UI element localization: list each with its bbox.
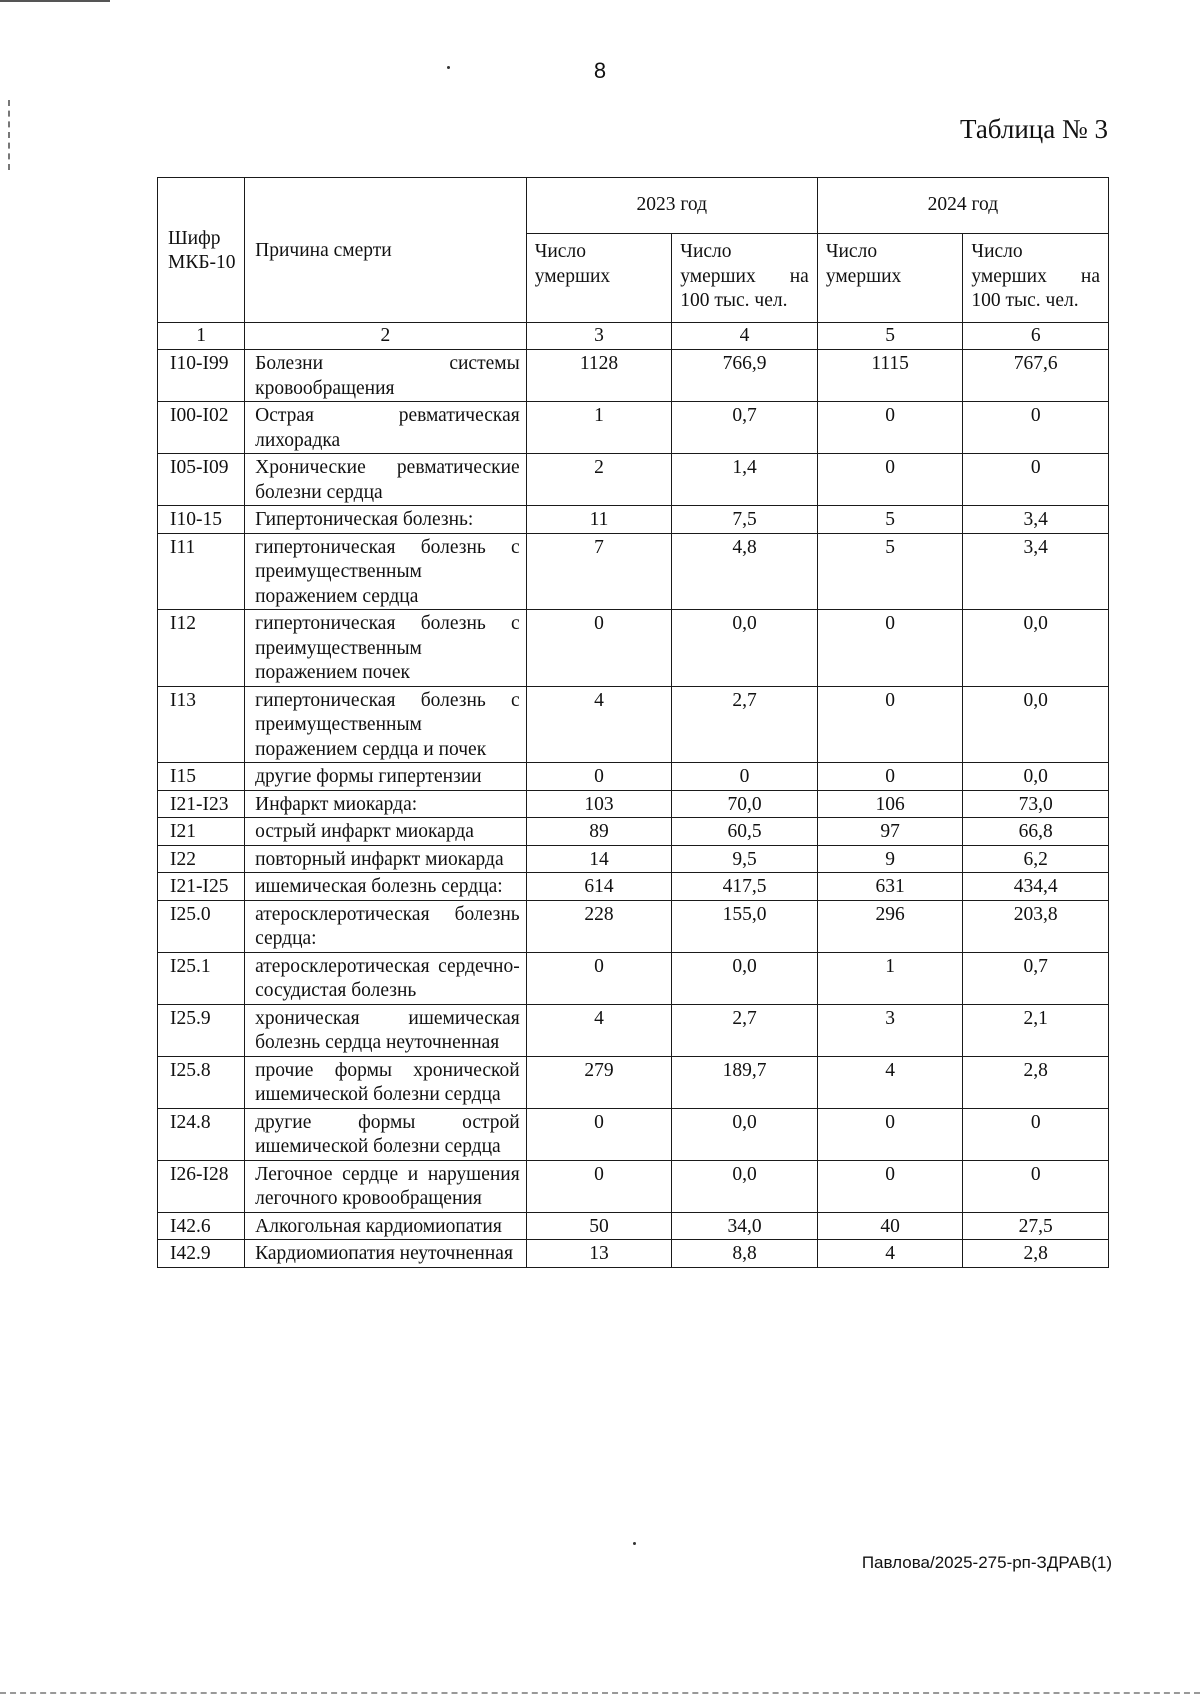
rate-2023-cell: 0,0: [672, 610, 818, 687]
icd-code-cell: I21: [158, 818, 245, 846]
icd-code-cell: I21-I25: [158, 873, 245, 901]
cause-cell: Алкогольная кардиомиопатия: [245, 1212, 527, 1240]
column-number: 5: [817, 323, 963, 350]
deaths-2023-cell: 228: [526, 900, 672, 952]
deaths-2024-cell: 4: [817, 1056, 963, 1108]
deaths-2024-cell: 5: [817, 506, 963, 534]
icd-code-cell: I05-I09: [158, 454, 245, 506]
header-code: Шифр МКБ-10: [158, 178, 245, 323]
deaths-2024-cell: 0: [817, 402, 963, 454]
header-year-2023: 2023 год: [526, 178, 817, 234]
rate-2024-cell: 27,5: [963, 1212, 1109, 1240]
table-row: [158, 818, 1109, 846]
cause-cell: другие формы гипертензии: [245, 763, 527, 791]
deaths-2024-cell: 0: [817, 686, 963, 763]
deaths-2023-cell: 4: [526, 1004, 672, 1056]
rate-2023-cell: 7,5: [672, 506, 818, 534]
cause-cell: хроническая ишемическая болезнь сердца неуточненная: [245, 1004, 527, 1056]
icd-code-cell: I22: [158, 845, 245, 873]
deaths-2024-cell: 0: [817, 763, 963, 791]
rate-2023-cell: 0: [672, 763, 818, 791]
table-row: [158, 1108, 1109, 1160]
header-rate-2024: Число умерших на 100 тыс. чел.: [963, 234, 1109, 323]
icd-code-cell: I42.9: [158, 1240, 245, 1268]
icd-code-cell: I21-I23: [158, 790, 245, 818]
rate-2023-cell: 2,7: [672, 686, 818, 763]
rate-2024-cell: 66,8: [963, 818, 1109, 846]
rate-2024-cell: 0,0: [963, 686, 1109, 763]
icd-code-cell: I26-I28: [158, 1160, 245, 1212]
rate-2023-cell: 2,7: [672, 1004, 818, 1056]
mortality-table: [157, 177, 1109, 1268]
scan-artifact-margin: [8, 100, 12, 170]
deaths-2024-cell: 106: [817, 790, 963, 818]
column-number: 2: [245, 323, 527, 350]
icd-code-cell: I24.8: [158, 1108, 245, 1160]
column-number: 4: [672, 323, 818, 350]
rate-2023-cell: 0,0: [672, 952, 818, 1004]
cause-cell: повторный инфаркт миокарда: [245, 845, 527, 873]
rate-2024-cell: 0,0: [963, 610, 1109, 687]
table-row: [158, 454, 1109, 506]
rate-2023-cell: 4,8: [672, 533, 818, 610]
column-number: 6: [963, 323, 1109, 350]
deaths-2023-cell: 0: [526, 1108, 672, 1160]
column-number: 1: [158, 323, 245, 350]
cause-cell: гипертоническая болезнь с преимущественным поражением почек: [245, 610, 527, 687]
deaths-2023-cell: 7: [526, 533, 672, 610]
rate-2024-cell: 2,1: [963, 1004, 1109, 1056]
rate-2023-cell: 766,9: [672, 350, 818, 402]
deaths-2023-cell: 1: [526, 402, 672, 454]
table-row: [158, 1056, 1109, 1108]
deaths-2023-cell: 13: [526, 1240, 672, 1268]
table-row: [158, 610, 1109, 687]
column-number: 3: [526, 323, 672, 350]
deaths-2023-cell: 0: [526, 763, 672, 791]
deaths-2024-cell: 0: [817, 1108, 963, 1160]
scan-artifact-top: [0, 0, 110, 2]
table-title: Таблица № 3: [960, 114, 1108, 144]
icd-code-cell: I13: [158, 686, 245, 763]
deaths-2024-cell: 296: [817, 900, 963, 952]
cause-cell: Болезни системы кровообращения: [245, 350, 527, 402]
rate-2024-cell: 434,4: [963, 873, 1109, 901]
cause-cell: ишемическая болезнь сердца:: [245, 873, 527, 901]
deaths-2024-cell: 1: [817, 952, 963, 1004]
table-row: [158, 506, 1109, 534]
table-row: [158, 1004, 1109, 1056]
icd-code-cell: I10-15: [158, 506, 245, 534]
cause-cell: гипертоническая болезнь с преимущественным поражением сердца: [245, 533, 527, 610]
deaths-2024-cell: 1115: [817, 350, 963, 402]
deaths-2023-cell: 4: [526, 686, 672, 763]
rate-2023-cell: 189,7: [672, 1056, 818, 1108]
deaths-2024-cell: 5: [817, 533, 963, 610]
rate-2023-cell: 8,8: [672, 1240, 818, 1268]
icd-code-cell: I10-I99: [158, 350, 245, 402]
rate-2024-cell: 203,8: [963, 900, 1109, 952]
deaths-2024-cell: 0: [817, 610, 963, 687]
deaths-2024-cell: 97: [817, 818, 963, 846]
deaths-2023-cell: 0: [526, 1160, 672, 1212]
rate-2023-cell: 60,5: [672, 818, 818, 846]
deaths-2023-cell: 2: [526, 454, 672, 506]
header-year-2024: 2024 год: [817, 178, 1108, 234]
rate-2024-cell: 2,8: [963, 1240, 1109, 1268]
header-rate-2023: Число умерших на 100 тыс. чел.: [672, 234, 818, 323]
table-row: [158, 1212, 1109, 1240]
rate-2024-cell: 6,2: [963, 845, 1109, 873]
rate-2023-cell: 34,0: [672, 1212, 818, 1240]
table-row: [158, 402, 1109, 454]
scan-speck: [633, 1542, 636, 1545]
rate-2023-cell: 70,0: [672, 790, 818, 818]
table-row: [158, 873, 1109, 901]
deaths-2024-cell: 0: [817, 1160, 963, 1212]
icd-code-cell: I15: [158, 763, 245, 791]
cause-cell: Инфаркт миокарда:: [245, 790, 527, 818]
cause-cell: гипертоническая болезнь с преимущественным поражением сердца и почек: [245, 686, 527, 763]
table-row: [158, 686, 1109, 763]
table-row: [158, 1240, 1109, 1268]
icd-code-cell: I11: [158, 533, 245, 610]
table-row: [158, 533, 1109, 610]
deaths-2023-cell: 11: [526, 506, 672, 534]
rate-2023-cell: 1,4: [672, 454, 818, 506]
cause-cell: Гипертоническая болезнь:: [245, 506, 527, 534]
cause-cell: Кардиомиопатия неуточненная: [245, 1240, 527, 1268]
table-row: [158, 763, 1109, 791]
deaths-2023-cell: 103: [526, 790, 672, 818]
icd-code-cell: I25.1: [158, 952, 245, 1004]
table-row: [158, 952, 1109, 1004]
cause-cell: Острая ревматическая лихорадка: [245, 402, 527, 454]
deaths-2023-cell: 0: [526, 610, 672, 687]
cause-cell: Легочное сердце и нарушения легочного кровообращения: [245, 1160, 527, 1212]
column-number-row: [158, 323, 1109, 350]
icd-code-cell: I25.9: [158, 1004, 245, 1056]
cause-cell: атеросклеротическая болезнь сердца:: [245, 900, 527, 952]
rate-2024-cell: 3,4: [963, 533, 1109, 610]
deaths-2023-cell: 614: [526, 873, 672, 901]
deaths-2024-cell: 631: [817, 873, 963, 901]
rate-2024-cell: 73,0: [963, 790, 1109, 818]
rate-2024-cell: 0,7: [963, 952, 1109, 1004]
header-deaths-2023: Число умерших: [526, 234, 672, 323]
deaths-2024-cell: 0: [817, 454, 963, 506]
table-row: [158, 790, 1109, 818]
cause-cell: Хронические ревматические болезни сердца: [245, 454, 527, 506]
deaths-2023-cell: 0: [526, 952, 672, 1004]
table-row: [158, 1160, 1109, 1212]
header-cause: Причина смерти: [245, 178, 527, 323]
icd-code-cell: I12: [158, 610, 245, 687]
rate-2024-cell: 767,6: [963, 350, 1109, 402]
rate-2024-cell: 0: [963, 402, 1109, 454]
rate-2024-cell: 3,4: [963, 506, 1109, 534]
deaths-2023-cell: 14: [526, 845, 672, 873]
table-row: [158, 350, 1109, 402]
rate-2023-cell: 0,7: [672, 402, 818, 454]
cause-cell: острый инфаркт миокарда: [245, 818, 527, 846]
deaths-2024-cell: 40: [817, 1212, 963, 1240]
deaths-2024-cell: 9: [817, 845, 963, 873]
page-number: 8: [593, 58, 607, 83]
cause-cell: другие формы острой ишемической болезни сердца: [245, 1108, 527, 1160]
scan-artifact-bottom: [0, 1690, 1200, 1694]
deaths-2024-cell: 3: [817, 1004, 963, 1056]
rate-2024-cell: 0: [963, 454, 1109, 506]
icd-code-cell: I25.0: [158, 900, 245, 952]
rate-2023-cell: 417,5: [672, 873, 818, 901]
deaths-2023-cell: 50: [526, 1212, 672, 1240]
document-footer: Павлова/2025-275-рп-ЗДРАВ(1): [861, 1553, 1112, 1572]
rate-2023-cell: 155,0: [672, 900, 818, 952]
icd-code-cell: I00-I02: [158, 402, 245, 454]
rate-2023-cell: 9,5: [672, 845, 818, 873]
deaths-2023-cell: 279: [526, 1056, 672, 1108]
table-body: [158, 323, 1109, 1268]
cause-cell: атеросклеротическая сердечно-сосудистая болезнь: [245, 952, 527, 1004]
header-deaths-2024: Число умерших: [817, 234, 963, 323]
rate-2023-cell: 0,0: [672, 1108, 818, 1160]
icd-code-cell: I25.8: [158, 1056, 245, 1108]
rate-2024-cell: 0: [963, 1108, 1109, 1160]
rate-2024-cell: 0,0: [963, 763, 1109, 791]
rate-2024-cell: 2,8: [963, 1056, 1109, 1108]
deaths-2024-cell: 4: [817, 1240, 963, 1268]
rate-2024-cell: 0: [963, 1160, 1109, 1212]
rate-2023-cell: 0,0: [672, 1160, 818, 1212]
mortality-table-container: [157, 177, 1109, 1268]
deaths-2023-cell: 1128: [526, 350, 672, 402]
table-row: [158, 900, 1109, 952]
deaths-2023-cell: 89: [526, 818, 672, 846]
icd-code-cell: I42.6: [158, 1212, 245, 1240]
cause-cell: прочие формы хронической ишемической болезни сердца: [245, 1056, 527, 1108]
table-row: [158, 845, 1109, 873]
